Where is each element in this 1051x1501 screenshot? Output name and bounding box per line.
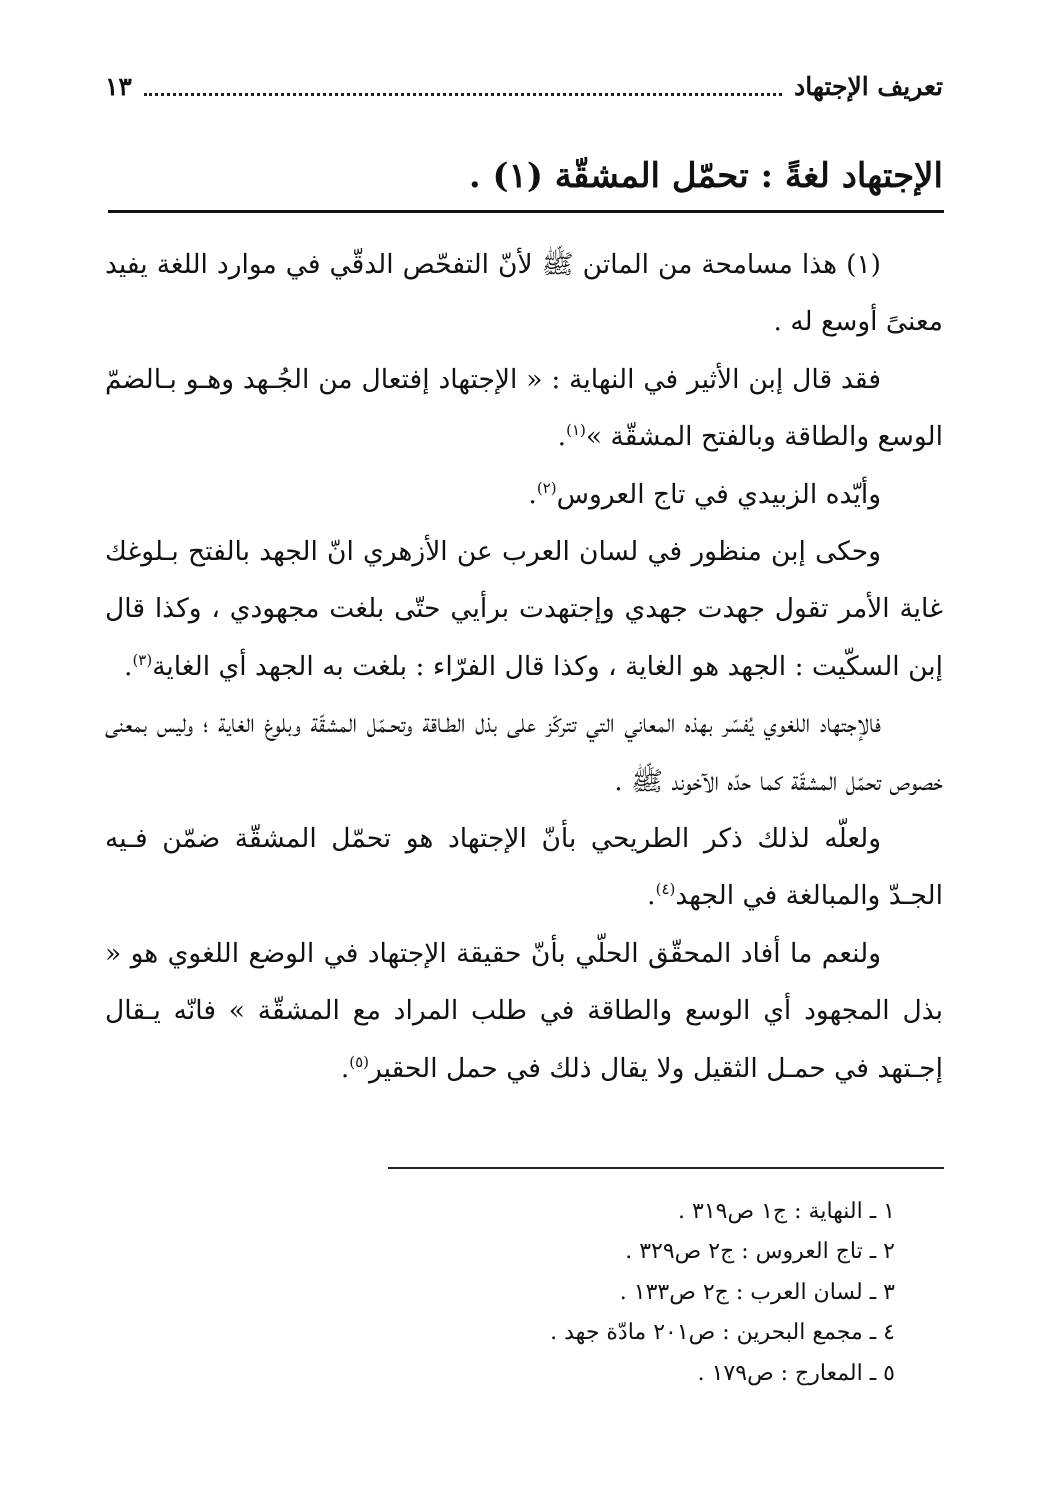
running-header xyxy=(105,66,943,106)
paragraph-3-text: وأيّده الزبيدي في تاج العروس xyxy=(556,478,881,510)
paragraph-7-text: ولنعم ما أفاد المحقّق الحلّي بأنّ حقيقة الإجتهاد في الوضع اللغوي هو « بذل المجهود أي الوسع والطاقة في طلب المراد مع المشقّة » فانّه يـقال إجـتهد في حمـل الثقيل ولا يقال ذلك في حمل الحقير xyxy=(105,937,943,1084)
paragraph-6-end: . xyxy=(647,880,656,912)
footnote-item: ٥ ـ المعارج : ص١٧٩ . xyxy=(697,1360,895,1386)
footnote-ref-3: (٣) xyxy=(132,651,153,670)
paragraph-6 xyxy=(105,810,943,925)
paragraph-6-text: ولعلّه لذلك ذكر الطريحي بأنّ الإجتهاد هو تحمّل المشقّة ضمّن فـيه الجـدّ والمبالغة في الجهد xyxy=(105,823,943,912)
paragraph-2 xyxy=(105,351,943,466)
footnote-ref-5: (٥) xyxy=(349,1052,370,1071)
paragraph-1: (١) هذا مسامحة من الماتن ﷺ لأنّ التفحّص الدقّي في موارد اللغة يفيد معنىً أوسع له . xyxy=(105,249,943,338)
footnote-item: ١ ـ النهاية : ج١ ص٣١٩ . xyxy=(678,1199,895,1224)
footnote-item: ٤ ـ مجمع البحرين : ص٢٠١ مادّة جهد . xyxy=(550,1320,895,1346)
footnote-ref-2: (٢) xyxy=(536,478,557,497)
dot-leader xyxy=(144,85,782,96)
paragraph-3-end: . xyxy=(528,478,537,510)
paragraph-4-text: وحكى إبن منظور في لسان العرب عن الأزهري انّ الجهد بالفتح بـلوغك غاية الأمر تقول جهدت جهدي وإجتهدت برأيي حتّى بلغت مجهودي ، وكذا قال إبن السكّيت : الجهد هو الغاية ، وكذا قال الفرّاء : بلغت به الجهد أي الغاية xyxy=(105,536,943,682)
footnote-ref-4: (٤) xyxy=(655,880,676,899)
paragraph-4 xyxy=(105,523,943,695)
footnote-item: ٢ ـ تاج العروس : ج٢ ص٣٢٩ . xyxy=(625,1239,895,1265)
paragraph-7 xyxy=(105,925,943,1097)
paragraph-3 xyxy=(105,466,943,523)
matn-heading: الإجتهاد لغةً : تحمّل المشقّة (١) . xyxy=(468,156,943,196)
paragraph-2-text: فقد قال إبن الأثير في النهاية : « الإجتهاد إفتعال من الجُـهد وهـو بـالضمّ الوسع والطاقة وبالفتح المشقّة » xyxy=(105,363,943,453)
matn-separator-rule xyxy=(108,210,944,213)
page-number: ١٣ xyxy=(105,71,132,101)
paragraph-2-end: . xyxy=(557,421,567,453)
commentary-body xyxy=(105,236,943,1097)
paragraph-4-end: . xyxy=(124,650,133,682)
footnote-item: ٣ ـ لسان العرب : ج٢ ص١٣٣ . xyxy=(619,1279,895,1305)
footnote-separator-rule xyxy=(388,1167,944,1169)
paragraph-5: فالإجتهاد اللغوي يُفسّر بهذه المعاني التي تتركّز على بذل الطـاقة وتحـمّل المشقّة وبلوغ الغاية ؛ وليس بمعنى خصوص تحمّل المشقّة كما حدّه الآخوند ﷺ . xyxy=(105,708,943,797)
footnotes xyxy=(335,1192,895,1394)
paragraph-7-end: . xyxy=(340,1052,350,1084)
footnote-ref-1: (١) xyxy=(566,421,586,440)
running-header-title: تعريف الإجتهاد xyxy=(794,71,943,101)
